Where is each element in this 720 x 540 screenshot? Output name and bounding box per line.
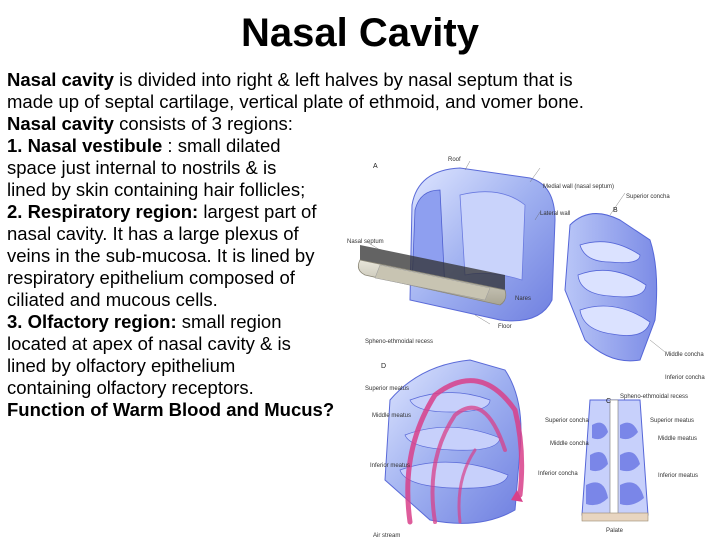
label-superior-concha-c: Superior concha (545, 418, 589, 424)
region-text: lined by skin containing hair follicles; (7, 179, 306, 200)
region-3-line-4 (7, 377, 254, 399)
term-nasal-cavity: Nasal cavity (7, 69, 114, 90)
label-roof: Roof (448, 157, 461, 163)
label-superior-concha-b: Superior concha (626, 194, 670, 200)
label-inferior-meatus-c: Inferior meatus (658, 473, 699, 479)
label-spheno-recess-b: Spheno-ethmoidal recess (365, 339, 434, 345)
label-inferior-concha-c: Inferior concha (538, 471, 578, 477)
region-text: : small dilated (162, 135, 281, 156)
region-text: nasal cavity. It has a large plexus of (7, 223, 299, 244)
intro-line-3 (7, 113, 293, 135)
region-3-line-3 (7, 355, 235, 377)
intro-text: consists of 3 regions: (113, 113, 293, 134)
region-2-heading: 2. Respiratory region: (7, 201, 199, 222)
label-middle-meatus-c: Middle meatus (658, 436, 698, 442)
region-2-line-2 (7, 223, 299, 245)
closing-question: Function of Warm Blood and Mucus? (7, 399, 335, 420)
region-text: lined by olfactory epithelium (7, 355, 236, 376)
label-middle-concha-c: Middle concha (550, 441, 589, 447)
nasal-cavity-illustration (340, 150, 720, 540)
region-text: containing olfactory receptors. (7, 377, 254, 398)
label-middle-meatus-d: Middle meatus (372, 413, 412, 419)
label-middle-concha: Middle concha (665, 352, 704, 358)
label-inferior-concha-b: Inferior concha (665, 375, 705, 381)
label-inferior-meatus-d: Inferior meatus (370, 463, 411, 469)
region-3-line-2 (7, 333, 291, 355)
panel-b-drawing (565, 214, 657, 361)
region-1-heading: 1. Nasal vestibule (7, 135, 163, 156)
region-1-line-3 (7, 179, 305, 201)
region-3-heading: 3. Olfactory region: (7, 311, 177, 332)
region-text: ciliated and mucous cells. (7, 289, 218, 310)
region-2-line-3 (7, 245, 314, 267)
label-superior-meatus-d: Superior meatus (365, 386, 410, 392)
panel-a-letter: A (373, 163, 378, 170)
panel-b-letter: B (613, 207, 618, 214)
page-title: Nasal Cavity (241, 11, 479, 55)
label-air-stream: Air stream (373, 533, 401, 539)
term-nasal-cavity: Nasal cavity (7, 113, 114, 134)
region-text: largest part of (198, 201, 317, 222)
label-floor: Floor (498, 324, 512, 330)
region-text: veins in the sub-mucosa. It is lined by (7, 245, 315, 266)
label-nares: Nares (515, 296, 532, 302)
region-text: small region (176, 311, 282, 332)
region-2-line-4 (7, 267, 295, 289)
panel-c-letter: C (606, 398, 612, 405)
panel-d-drawing (385, 360, 523, 523)
region-text: space just internal to nostrils & is (7, 157, 277, 178)
region-1-line-2 (7, 157, 276, 179)
intro-text: is divided into right & left halves by nasal septum that is (113, 69, 573, 90)
region-2-line-5 (7, 289, 218, 311)
label-palate: Palate (606, 528, 624, 534)
region-1-line-1 (7, 135, 281, 157)
label-nasal-septum: Nasal septum (347, 239, 384, 245)
region-text: respiratory epithelium composed of (7, 267, 295, 288)
label-superior-meatus-c: Superior meatus (650, 418, 695, 424)
panel-d-letter: D (381, 363, 387, 370)
label-lateral-wall: Lateral wall (540, 211, 571, 217)
intro-text: made up of septal cartilage, vertical plate of ethmoid, and vomer bone. (7, 91, 584, 112)
intro-line-1 (7, 69, 573, 91)
region-text: located at apex of nasal cavity & is (7, 333, 291, 354)
label-medial-wall: Medial wall (nasal septum) (543, 184, 615, 190)
region-3-line-1 (7, 311, 282, 333)
region-2-line-1 (7, 201, 316, 223)
label-spheno-recess-c: Spheno-ethmoidal recess (620, 394, 689, 400)
intro-line-2 (7, 91, 584, 113)
panel-c-drawing (582, 400, 648, 521)
